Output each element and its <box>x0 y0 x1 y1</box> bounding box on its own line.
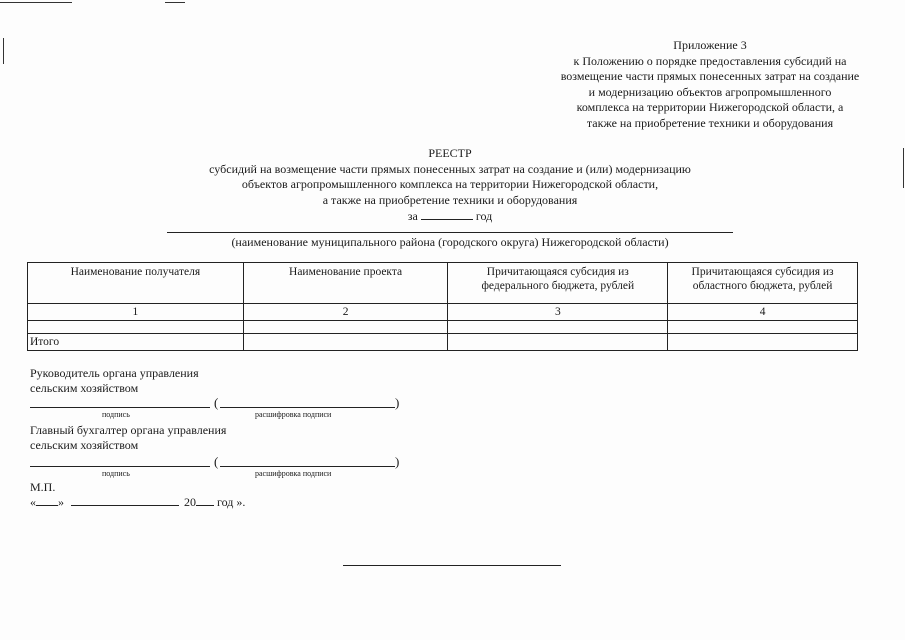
annex-block <box>540 38 880 131</box>
bottom-separator-line <box>343 565 561 566</box>
head-signature-label <box>30 366 199 396</box>
close-paren: ) <box>395 395 400 410</box>
day-blank-line[interactable] <box>36 494 58 506</box>
registry-table <box>27 262 858 351</box>
header-regional-subsidy: Причитающаяся субсидия из областного бюджета, рублей <box>668 263 858 304</box>
head-decode-line[interactable] <box>220 407 395 408</box>
year-blank-line <box>421 208 473 220</box>
stamp-label: М.П. <box>30 480 56 494</box>
scan-artifact <box>165 2 185 3</box>
column-number: 4 <box>668 304 858 321</box>
scan-artifact <box>3 38 4 64</box>
table-cell[interactable] <box>243 334 448 351</box>
header-recipient: Наименование получателя <box>28 263 244 304</box>
annex-line: возмещение части прямых понесенных затрат на создание <box>560 69 860 83</box>
accountant-signature-label <box>30 423 226 453</box>
annex-line: комплекса на территории Нижегородской области, а <box>576 100 844 114</box>
header-federal-subsidy: Причитающаяся субсидия из федерального бюджета, рублей <box>448 263 668 304</box>
year-suffix: год ». <box>217 495 246 509</box>
column-number: 2 <box>243 304 448 321</box>
district-caption: (наименование муниципального района (городского округа) Нижегородской области) <box>231 235 669 249</box>
annex-title: Приложение 3 <box>673 38 747 52</box>
close-paren: ) <box>395 454 400 469</box>
scan-artifact <box>903 148 904 188</box>
open-paren: ( <box>214 395 219 410</box>
head-label-line: сельским хозяйством <box>30 381 139 395</box>
column-number: 1 <box>28 304 244 321</box>
period-prefix: за <box>407 209 418 223</box>
date-open-quote: « <box>30 495 36 509</box>
table-cell[interactable] <box>243 321 448 334</box>
table-number-row <box>28 304 858 321</box>
accountant-label-line: сельским хозяйством <box>30 438 139 452</box>
column-number: 3 <box>448 304 668 321</box>
decode-caption: расшифровка подписи <box>255 410 332 419</box>
table-cell[interactable] <box>668 334 858 351</box>
date-line <box>30 494 245 510</box>
table-total-row <box>28 334 858 351</box>
table-cell[interactable] <box>448 334 668 351</box>
registry-line: а также на приобретение техники и оборудования <box>322 192 578 207</box>
district-blank-line <box>167 232 733 233</box>
registry-period <box>150 208 750 225</box>
sign-caption: подпись <box>102 469 130 478</box>
table-cell[interactable] <box>668 321 858 334</box>
head-signature-line[interactable] <box>30 407 210 408</box>
registry-line: объектов агропромышленного комплекса на территории Нижегородской области, <box>241 177 659 191</box>
year-blank-line[interactable] <box>196 494 214 506</box>
registry-line: субсидий на возмещение части прямых понесенных затрат на создание и (или) модернизацию <box>209 161 691 176</box>
accountant-label-line: Главный бухгалтер органа управления <box>30 423 227 437</box>
table-cell[interactable] <box>448 321 668 334</box>
accountant-decode-line[interactable] <box>220 466 395 467</box>
decode-caption: расшифровка подписи <box>255 469 332 478</box>
scan-artifact <box>0 2 72 3</box>
period-suffix: год <box>475 209 493 223</box>
table-cell[interactable] <box>28 321 244 334</box>
table-row <box>28 321 858 334</box>
registry-title: РЕЕСТР <box>428 146 472 160</box>
year-prefix: 20 <box>184 495 196 509</box>
header-project: Наименование проекта <box>243 263 448 304</box>
table-header-row <box>28 263 858 304</box>
annex-line: также на приобретение техники и оборудования <box>586 115 834 130</box>
annex-line: и модернизацию объектов агропромышленного <box>588 84 832 99</box>
registry-title-block <box>150 146 750 225</box>
open-paren: ( <box>214 454 219 469</box>
annex-line: к Положению о порядке предоставления субсидий на <box>573 53 847 68</box>
month-blank-line[interactable] <box>71 494 179 506</box>
total-label: Итого <box>28 334 244 351</box>
sign-caption: подпись <box>102 410 130 419</box>
head-label-line: Руководитель органа управления <box>30 366 199 380</box>
date-close-quote: » <box>58 495 64 509</box>
accountant-signature-line[interactable] <box>30 466 210 467</box>
